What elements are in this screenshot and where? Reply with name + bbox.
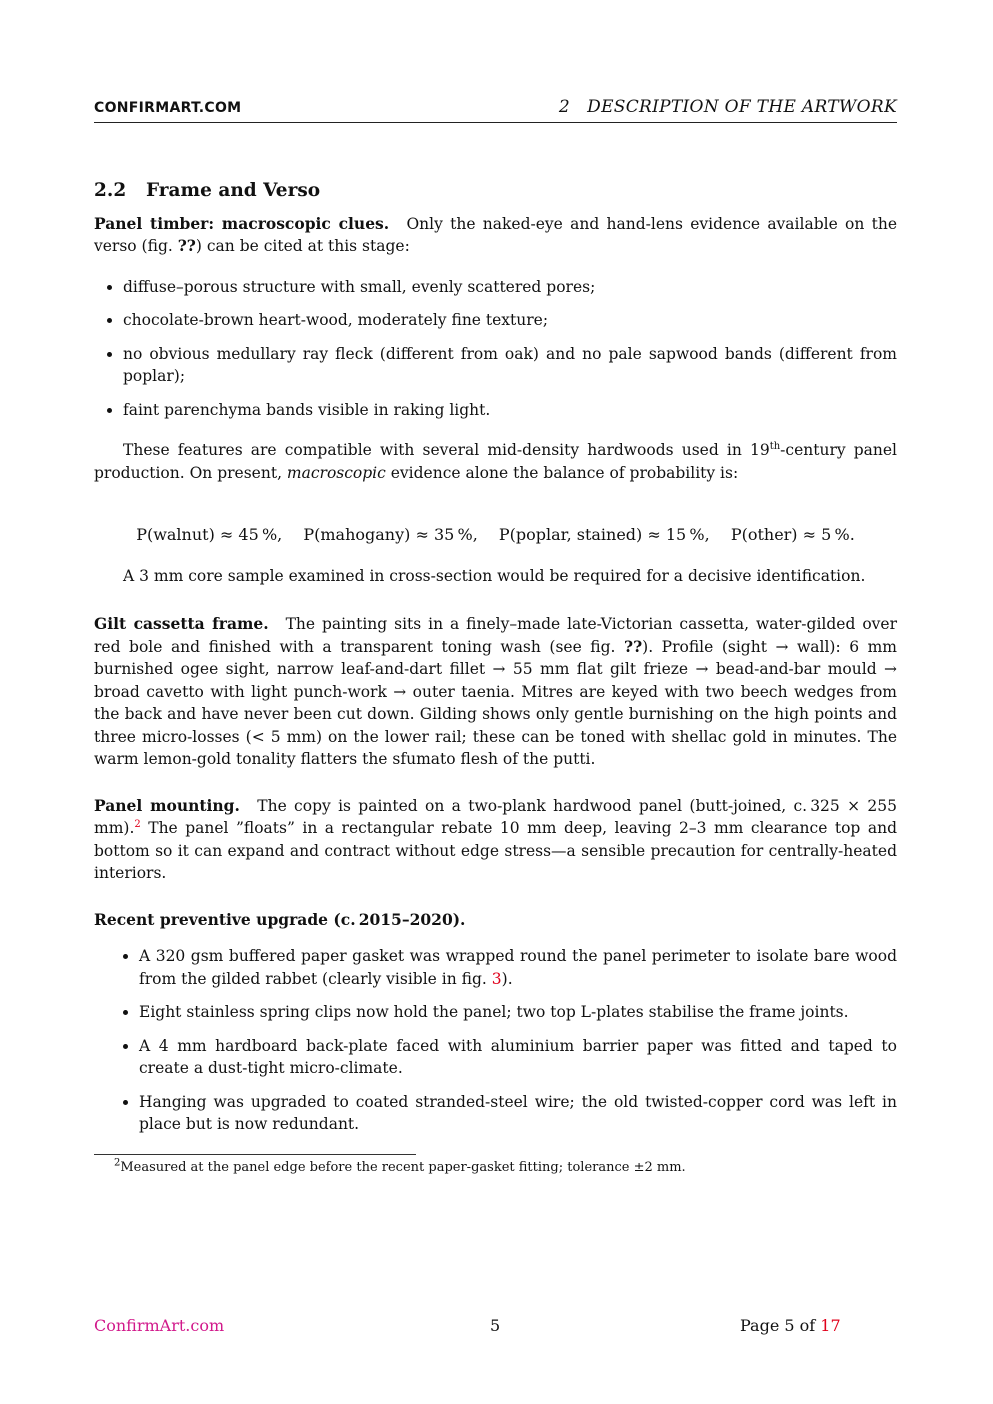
- summary-text-a: These features are compatible with several mid-density hardwoods used in 19: [123, 441, 770, 459]
- upgrade-b1-a: A 320 gsm buffered paper gasket was wrapped round the panel perimeter to isolate bare wood from the gilded rabbet (clearly visible in fig.: [139, 947, 897, 988]
- timber-fig-ref[interactable]: ??: [177, 236, 196, 255]
- footer-page-label: Page 5 of: [740, 1316, 821, 1335]
- footnote-text: Measured at the panel edge before the recent paper-gasket fitting; tolerance ±2 mm.: [120, 1159, 686, 1175]
- prob-other: P(other) ≈ 5 %.: [730, 525, 855, 544]
- list-item: • Hanging was upgraded to coated stranded-steel wire; the old twisted-copper cord was left in place but is now redundant.: [139, 1091, 897, 1136]
- summary-text-b: -century panel production. On present,: [94, 441, 898, 482]
- list-item: • diffuse–porous structure with small, evenly scattered pores;: [123, 276, 897, 299]
- prob-walnut: P(walnut) ≈ 45 %,: [136, 525, 283, 544]
- mounting-heading: Panel mounting.: [94, 795, 240, 815]
- upgrade-heading-paragraph: [94, 909, 897, 932]
- timber-intro-b: ) can be cited at this stage:: [195, 237, 410, 255]
- footnote: [94, 1159, 897, 1177]
- probability-equation: [94, 524, 897, 547]
- footer-page-number: 5: [490, 1316, 501, 1335]
- list-item: [139, 945, 897, 990]
- header-section-title: 2 DESCRIPTION OF THE ARTWORK: [558, 97, 897, 117]
- upgrade-heading: Recent preventive upgrade (c. 2015–2020).: [94, 909, 466, 929]
- timber-heading: Panel timber: macroscopic clues.: [94, 213, 390, 233]
- upgrade-b1-b: ).: [501, 969, 513, 988]
- gilt-heading: Gilt cassetta frame.: [94, 614, 269, 633]
- footer-page-count: [740, 1316, 841, 1335]
- header-logo: CONFIRMART.COM: [94, 100, 242, 116]
- timber-paragraph: [94, 213, 897, 258]
- mounting-text-a: The copy is painted on a two-plank hardwood panel (butt-joined, c. 325 × 255 mm).: [94, 796, 897, 837]
- timber-intro-a: Only the naked-eye and hand-lens evidence available on the verso (fig.: [94, 214, 897, 255]
- mounting-paragraph: [94, 795, 897, 885]
- gilt-text-a: The painting sits in a finely–made late-Victorian cassetta, water-gilded over red bole and finished with a transparent toning wash (see fig.: [94, 615, 897, 656]
- summary-superscript: th: [769, 440, 781, 452]
- mounting-text-b: The panel ”floats” in a rectangular rebate 10 mm deep, leaving 2–3 mm clearance top and bottom so it can expand and contract without edge stress—a sensible precaution for centrally-heated interiors.: [94, 819, 897, 882]
- prob-mahogany: P(mahogany) ≈ 35 %,: [303, 525, 478, 544]
- fig-3-link[interactable]: 3: [491, 969, 502, 988]
- footnote-number: 2: [114, 1157, 121, 1169]
- upgrade-list: [94, 945, 897, 1136]
- section-number: 2.2: [94, 180, 127, 201]
- list-item: • faint parenchyma bands visible in raking light.: [123, 399, 897, 422]
- footer-total-link[interactable]: 17: [820, 1316, 841, 1335]
- footer-site-link[interactable]: ConfirmArt.com: [94, 1316, 225, 1335]
- running-header: [94, 96, 897, 123]
- gilt-fig-ref[interactable]: ??: [624, 636, 643, 656]
- list-item: • no obvious medullary ray fleck (different from oak) and no pale sapwood bands (different from poplar);: [123, 343, 897, 388]
- section-heading: [94, 180, 897, 203]
- page-body: [94, 180, 897, 1177]
- timber-summary: [94, 439, 897, 484]
- core-sample-note: A 3 mm core sample examined in cross-section would be required for a decisive identification.: [123, 566, 866, 585]
- summary-emphasis: macroscopic: [286, 463, 386, 482]
- list-item: • A 4 mm hardboard back-plate faced with aluminium barrier paper was fitted and taped to create a dust-tight micro-climate.: [139, 1035, 897, 1080]
- footnote-mark-link[interactable]: 2: [134, 818, 141, 830]
- section-title: Frame and Verso: [146, 180, 321, 201]
- gilt-text-b: ). Profile (sight → wall): 6 mm burnished ogee sight, narrow leaf-and-dart fillet → 55 mm flat gilt frieze → bead-and-bar mould → broad cavetto with light punch-work → outer taenia. Mitres are keyed with two beech wedges from the back and have never been cut down. Gilding shows only gentle burnishing on the high points and three micro-losses (< 5 mm) on the lower rail; these can be toned with shellac gold in minutes. The warm lemon-gold tonality flatters the sfumato flesh of the putti.: [94, 637, 897, 768]
- footnote-rule: [94, 1154, 416, 1155]
- gilt-paragraph: [94, 613, 897, 771]
- list-item: • chocolate-brown heart-wood, moderately fine texture;: [123, 309, 897, 332]
- list-item: • Eight stainless spring clips now hold the panel; two top L-plates stabilise the frame joints.: [139, 1001, 897, 1024]
- prob-poplar: P(poplar, stained) ≈ 15 %,: [498, 525, 710, 544]
- timber-clue-list: [94, 276, 897, 422]
- summary-text-c: evidence alone the balance of probability is:: [385, 463, 739, 482]
